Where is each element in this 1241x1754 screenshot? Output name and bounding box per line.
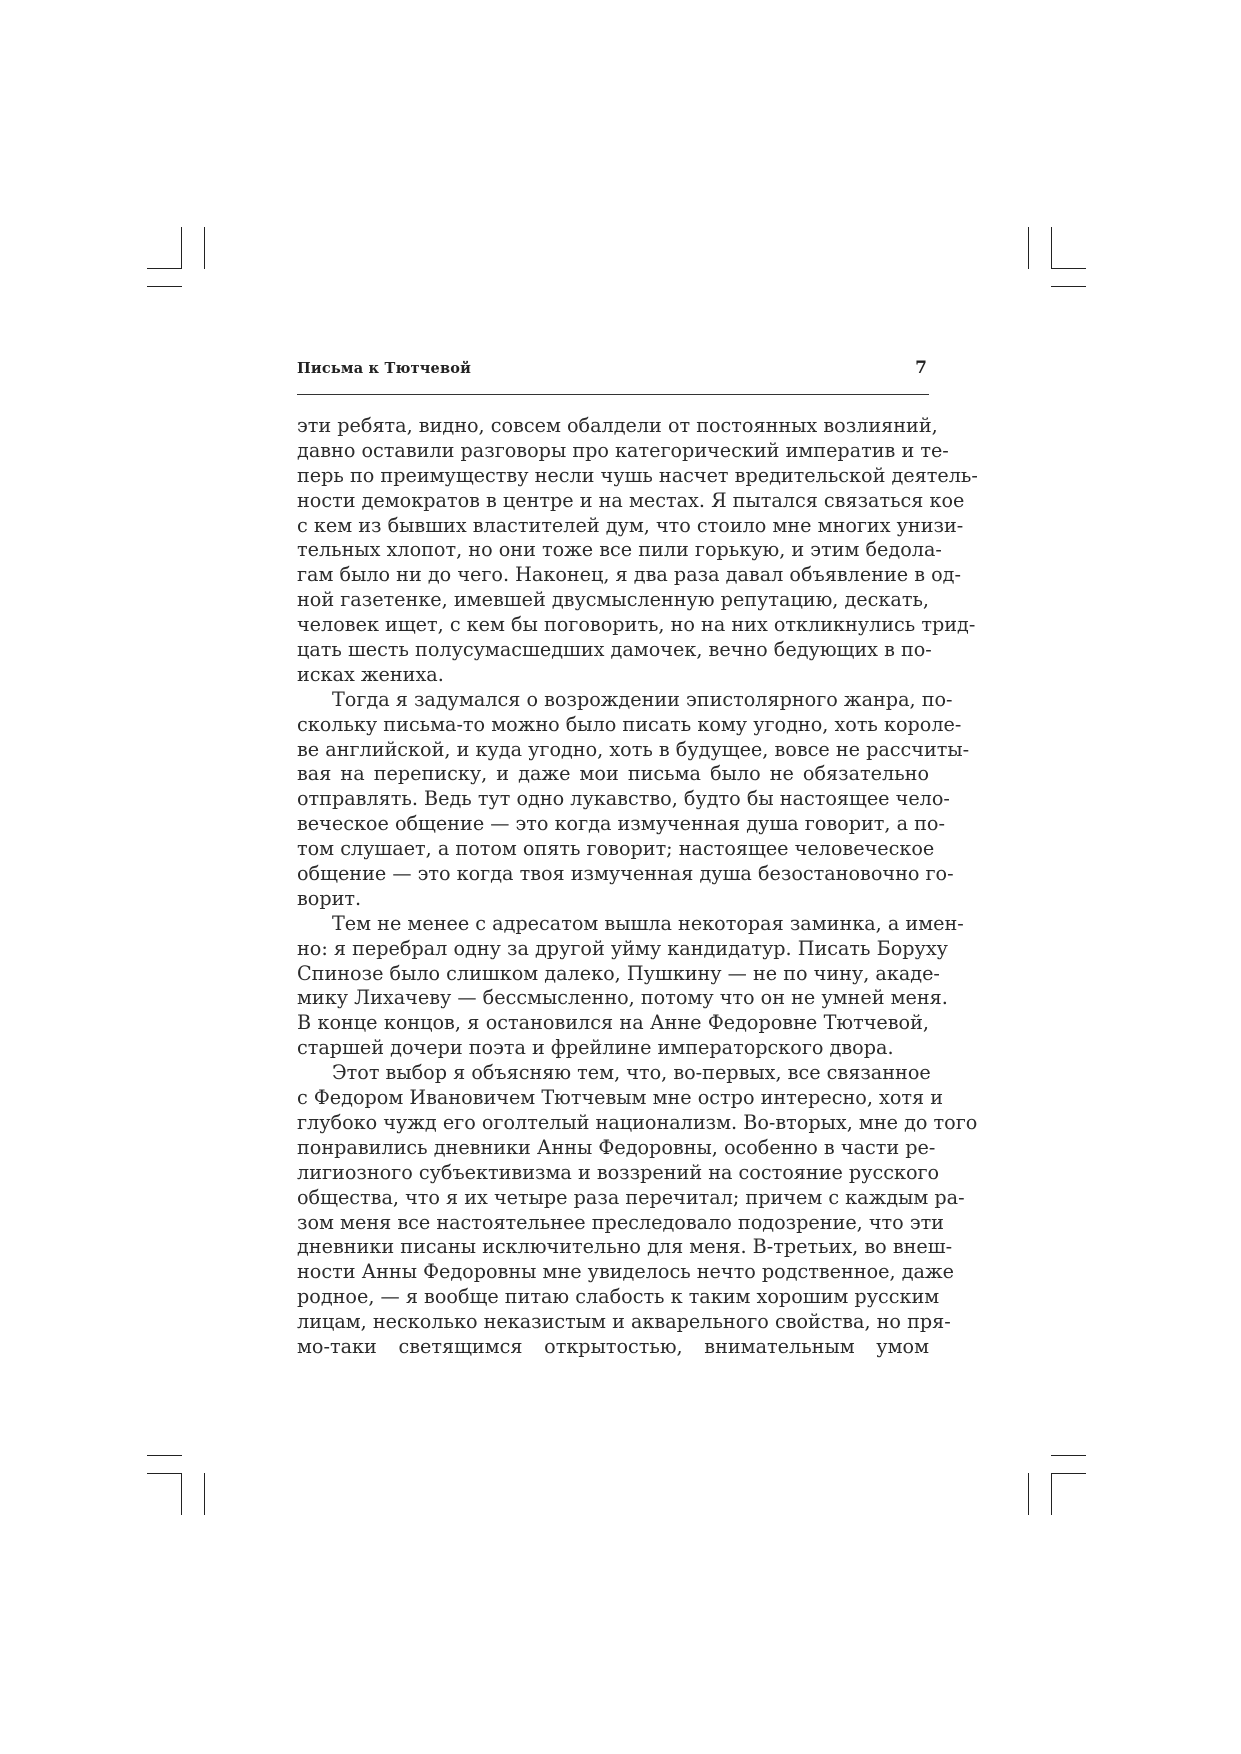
text-line: ве английской, и куда угодно, хоть в будущее, вовсе не рассчиты-	[297, 737, 970, 761]
text-line: ворит.	[297, 886, 362, 910]
crop-mark	[1051, 227, 1052, 269]
text-line: том слушает, а потом опять говорит; настоящее человеческое	[297, 837, 935, 861]
text-line: веческое общение — это когда измученная душа говорит, а по-	[297, 812, 945, 836]
text-line: Тем не менее с адресатом вышла некоторая заминка, а имен-	[332, 911, 964, 935]
text-line: глубоко чужд его оголтелый национализм. Во-вторых, мне до того	[297, 1110, 978, 1134]
crop-mark	[181, 1473, 182, 1515]
text-line: Тогда я задумался о возрождении эпистолярного жанра, по-	[332, 687, 953, 711]
text-line: ности демократов в центре и на местах. Я пытался связаться кое	[297, 488, 965, 512]
text-line: мику Лихачеву — бессмысленно, потому что он не умней меня.	[297, 986, 948, 1010]
text-line: эти ребята, видно, совсем обалдели от постоянных возлияний,	[297, 414, 938, 437]
text-line: давно оставили разговоры про категорический императив и те-	[297, 438, 949, 462]
crop-mark	[1051, 286, 1086, 287]
text-line: исках жениха.	[297, 662, 444, 686]
text-line: отправлять. Ведь тут одно лукавство, будто бы настоящее чело-	[297, 787, 950, 811]
crop-mark	[1028, 1473, 1029, 1515]
crop-mark	[147, 286, 182, 287]
crop-mark	[1051, 268, 1086, 269]
text-line: но: я перебрал одну за другой уйму кандидатур. Писать Боруху	[297, 936, 948, 960]
crop-mark	[204, 1473, 205, 1515]
text-line: скольку письма-то можно было писать кому угодно, хоть короле-	[297, 712, 962, 736]
text-line: с кем из бывших властителей дум, что стоило мне многих унизи-	[297, 513, 964, 537]
text-line: лигиозного субъективизма и воззрений на состояние русского	[297, 1160, 940, 1184]
crop-mark	[1051, 1473, 1052, 1515]
crop-mark	[1051, 1455, 1086, 1456]
text-line: старшей дочери поэта и фрейлине императорского двора.	[297, 1036, 894, 1060]
text-line: В конце концов, я остановился на Анне Федоровне Тютчевой,	[297, 1011, 929, 1035]
page-number: 7	[915, 358, 927, 378]
text-line: цать шесть полусумасшедших дамочек, вечно бедующих в по-	[297, 638, 932, 662]
text-line: перь по преимуществу несли чушь насчет вредительской деятель-	[297, 463, 978, 487]
text-line: лицам, несколько неказистым и акварельного свойства, но пря-	[297, 1310, 951, 1334]
crop-mark	[147, 1455, 182, 1456]
crop-mark	[204, 227, 205, 269]
crop-mark	[1051, 1473, 1086, 1474]
text-line: ности Анны Федоровны мне увиделось нечто родственное, даже	[297, 1260, 954, 1284]
text-line: с Федором Ивановичем Тютчевым мне остро интересно, хотя и	[297, 1086, 944, 1110]
text-line: мо-таки светящимся открытостью, внимательным умом	[297, 1334, 929, 1358]
text-line: ной газетенке, имевшей двусмысленную репутацию, дескать,	[297, 588, 929, 612]
text-line: тельных хлопот, но они тоже все пили горькую, и этим бедола-	[297, 538, 942, 562]
text-line: понравились дневники Анны Федоровны, особенно в части ре-	[297, 1135, 936, 1159]
text-line: гам было ни до чего. Наконец, я два раза давал объявление в од-	[297, 563, 961, 587]
text-line: Спинозе было слишком далеко, Пушкину — не по чину, акаде-	[297, 961, 940, 985]
text-line: человек ищет, с кем бы поговорить, но на них откликнулись трид-	[297, 613, 976, 637]
text-line: дневники писаны исключительно для меня. В-третьих, во внеш-	[297, 1235, 953, 1259]
crop-mark	[1028, 227, 1029, 269]
body-text	[297, 414, 978, 1360]
crop-mark	[181, 227, 182, 269]
crop-mark	[147, 268, 182, 269]
text-line: Этот выбор я объясняю тем, что, во-первых, все связанное	[332, 1061, 931, 1085]
text-line: зом меня все настоятельнее преследовало подозрение, что эти	[297, 1210, 944, 1234]
text-line: родное, — я вообще питаю слабость к таким хорошим русским	[297, 1285, 940, 1309]
text-line: вая на переписку, и даже мои письма было не обязательно	[297, 762, 929, 786]
crop-mark	[147, 1473, 182, 1474]
text-line: общества, что я их четыре раза перечитал; причем с каждым ра-	[297, 1185, 965, 1209]
page-header	[297, 358, 929, 395]
text-line: общение — это когда твоя измученная душа безостановочно го-	[297, 862, 954, 886]
running-head: Письма к Тютчевой	[297, 360, 472, 377]
